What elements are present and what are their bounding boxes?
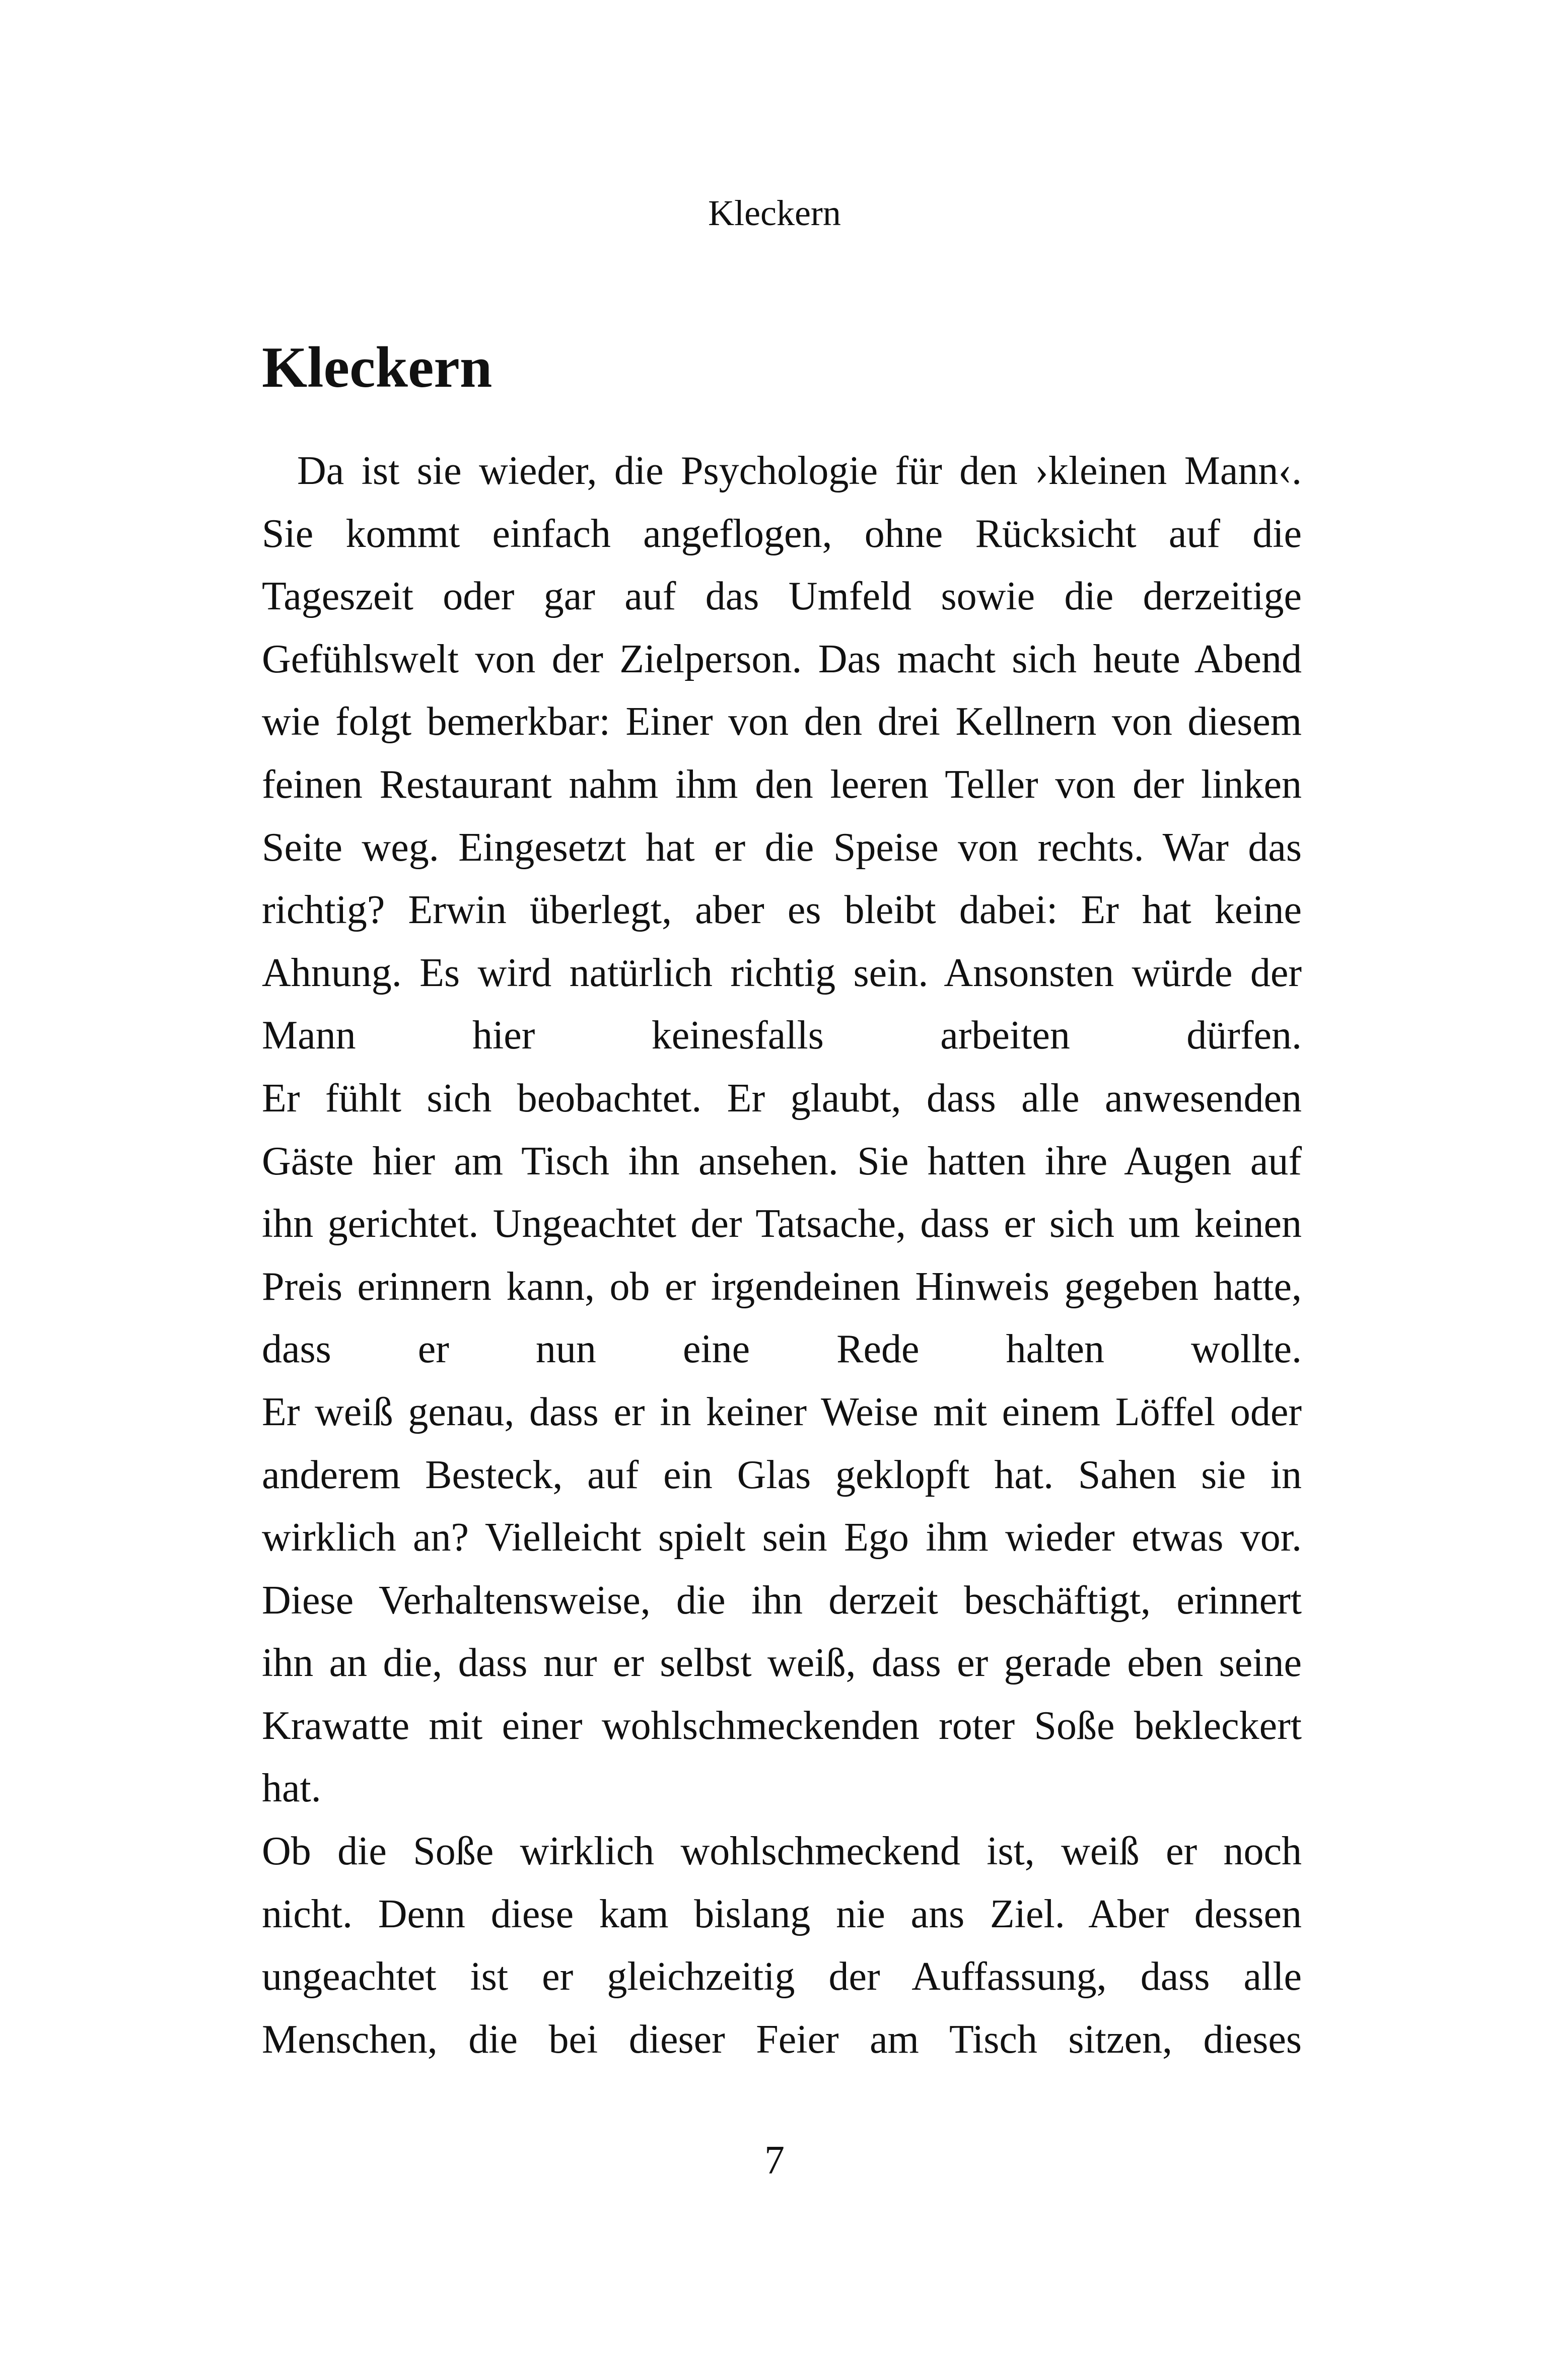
page-number: 7: [764, 2138, 785, 2183]
body-line: richtig? Erwin überlegt, aber es bleibt dabei: Er hat keine: [262, 888, 1302, 933]
body-line: Diese Verhaltensweise, die ihn derzeit beschäftigt, erinnert: [262, 1578, 1302, 1623]
body-line: ungeachtet ist er gleichzeitig der Auffassung, dass alle: [262, 1954, 1302, 1999]
body-line: Da ist sie wieder, die Psychologie für den ›kleinen Mann‹.: [297, 449, 1302, 493]
body-line: Krawatte mit einer wohlschmeckenden roter Soße bekleckert: [262, 1703, 1302, 1748]
body-line: Menschen, die bei dieser Feier am Tisch sitzen, dieses: [262, 2017, 1302, 2062]
body-line: ihn gerichtet. Ungeachtet der Tatsache, dass er sich um keinen: [262, 1202, 1302, 1246]
body-text: [262, 440, 1302, 2071]
body-line: anderem Besteck, auf ein Glas geklopft hat. Sahen sie in: [262, 1452, 1302, 1497]
body-line: Sie kommt einfach angeflogen, ohne Rücksicht auf die: [262, 511, 1302, 556]
running-header: Kleckern: [708, 193, 841, 233]
body-line: Seite weg. Eingesetzt hat er die Speise von rechts. War das: [262, 825, 1302, 870]
body-line: Gefühlswelt von der Zielperson. Das macht sich heute Abend: [262, 637, 1302, 681]
body-line: Tageszeit oder gar auf das Umfeld sowie die derzeitige: [262, 574, 1302, 619]
body-line: Er weiß genau, dass er in keiner Weise mit einem Löffel oder: [262, 1389, 1302, 1434]
body-line: Ahnung. Es wird natürlich richtig sein. Ansonsten würde der: [262, 950, 1302, 995]
body-line: ihn an die, dass nur er selbst weiß, dass er gerade eben seine: [262, 1641, 1302, 1686]
body-line: Er fühlt sich beobachtet. Er glaubt, dass alle anwesenden: [262, 1076, 1302, 1121]
chapter-title: Kleckern: [262, 335, 492, 400]
body-line: Mann hier keinesfalls arbeiten dürfen.: [262, 1013, 1302, 1058]
body-line: wie folgt bemerkbar: Einer von den drei Kellnern von diesem: [262, 699, 1302, 744]
body-line: Gäste hier am Tisch ihn ansehen. Sie hatten ihre Augen auf: [262, 1139, 1302, 1183]
body-line: nicht. Denn diese kam bislang nie ans Ziel. Aber dessen: [262, 1892, 1302, 1936]
body-line: dass er nun eine Rede halten wollte.: [262, 1327, 1302, 1372]
body-line: Ob die Soße wirklich wohlschmeckend ist, weiß er noch: [262, 1829, 1302, 1874]
body-line: hat.: [262, 1766, 321, 1811]
body-line: feinen Restaurant nahm ihm den leeren Teller von der linken: [262, 762, 1302, 807]
body-line: wirklich an? Vielleicht spielt sein Ego ihm wieder etwas vor.: [262, 1515, 1302, 1560]
body-line: Preis erinnern kann, ob er irgendeinen Hinweis gegeben hatte,: [262, 1264, 1302, 1309]
